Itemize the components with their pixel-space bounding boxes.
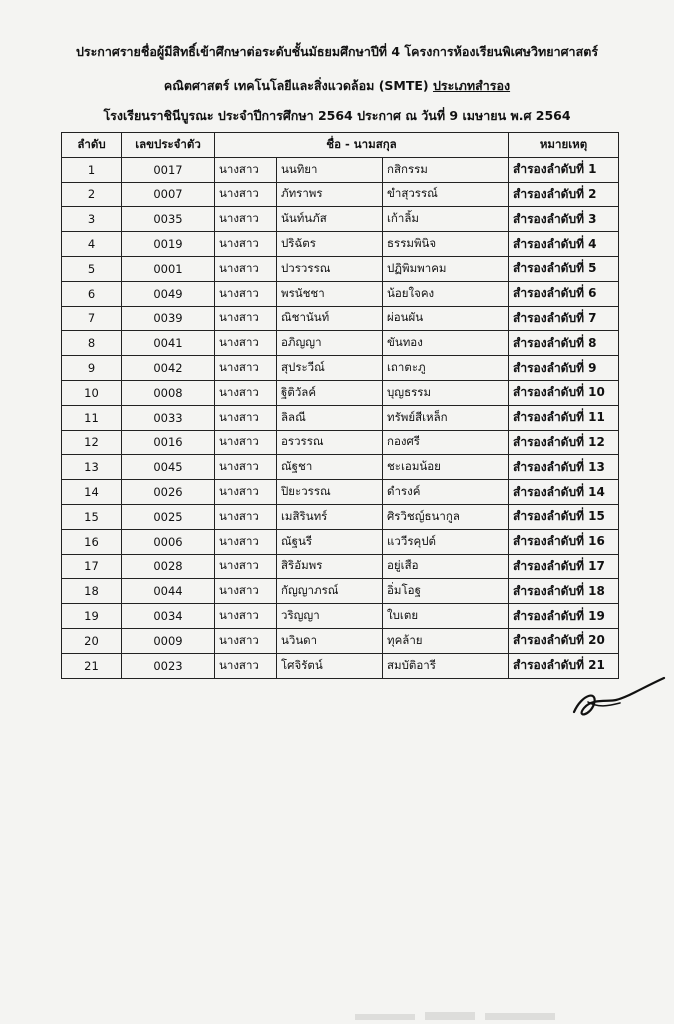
announcement-subtitle — [20, 76, 654, 96]
name-prefix: นางสาว — [215, 281, 277, 306]
last-name: อยู่เสือ — [383, 554, 509, 579]
table-row — [62, 604, 619, 629]
table-row — [62, 430, 619, 455]
row-number: 2 — [62, 182, 122, 207]
student-id: 0017 — [122, 157, 215, 182]
student-id: 0025 — [122, 504, 215, 529]
row-number: 16 — [62, 529, 122, 554]
reserve-note: สำรองลำดับที่ 13 — [509, 455, 619, 480]
last-name: อิ่มโอฐ — [383, 579, 509, 604]
header-no: ลำดับ — [62, 133, 122, 158]
name-prefix: นางสาว — [215, 480, 277, 505]
last-name: ธรรมพินิจ — [383, 232, 509, 257]
last-name: เถาตะภู — [383, 356, 509, 381]
row-number: 15 — [62, 504, 122, 529]
reserve-note: สำรองลำดับที่ 19 — [509, 604, 619, 629]
last-name: ใบเตย — [383, 604, 509, 629]
name-prefix: นางสาว — [215, 604, 277, 629]
table-row — [62, 232, 619, 257]
school-date-line: โรงเรียนราชินีบูรณะ ประจำปีการศึกษา 2564 ประกาศ ณ วันที่ 9 เมษายน พ.ศ 2564 — [103, 108, 571, 123]
student-id: 0044 — [122, 579, 215, 604]
name-prefix: นางสาว — [215, 380, 277, 405]
row-number: 9 — [62, 356, 122, 381]
name-prefix: นางสาว — [215, 256, 277, 281]
student-id: 0006 — [122, 529, 215, 554]
row-number: 11 — [62, 405, 122, 430]
last-name: ขันทอง — [383, 331, 509, 356]
reserve-note: สำรองลำดับที่ 12 — [509, 430, 619, 455]
row-number: 19 — [62, 604, 122, 629]
header-name: ชื่อ - นามสกุล — [215, 133, 509, 158]
first-name: ภัทราพร — [277, 182, 383, 207]
student-id: 0001 — [122, 256, 215, 281]
student-id: 0049 — [122, 281, 215, 306]
table-row — [62, 182, 619, 207]
last-name: เก้าลิ้ม — [383, 207, 509, 232]
first-name: นวินดา — [277, 628, 383, 653]
first-name: กัญญาภรณ์ — [277, 579, 383, 604]
header-note: หมายเหตุ — [509, 133, 619, 158]
reserve-note: สำรองลำดับที่ 15 — [509, 504, 619, 529]
name-prefix: นางสาว — [215, 554, 277, 579]
first-name: โศจิรัตน์ — [277, 653, 383, 678]
name-prefix: นางสาว — [215, 306, 277, 331]
name-prefix: นางสาว — [215, 504, 277, 529]
table-row — [62, 405, 619, 430]
last-name: แววีรคุปต์ — [383, 529, 509, 554]
first-name: สุประวีณ์ — [277, 356, 383, 381]
first-name: วริญญา — [277, 604, 383, 629]
first-name: ณิชานันท์ — [277, 306, 383, 331]
row-number: 12 — [62, 430, 122, 455]
table-row — [62, 207, 619, 232]
student-id: 0023 — [122, 653, 215, 678]
name-prefix: นางสาว — [215, 232, 277, 257]
table-header-row — [62, 133, 619, 158]
reserve-note: สำรองลำดับที่ 18 — [509, 579, 619, 604]
header-id: เลขประจำตัว — [122, 133, 215, 158]
table-row — [62, 157, 619, 182]
last-name: ศิรวิชญ์ธนากูล — [383, 504, 509, 529]
table-row — [62, 480, 619, 505]
table-row — [62, 331, 619, 356]
last-name: ชะเอมน้อย — [383, 455, 509, 480]
name-prefix: นางสาว — [215, 182, 277, 207]
student-id: 0041 — [122, 331, 215, 356]
last-name: กสิกรรม — [383, 157, 509, 182]
last-name: ผ่อนผัน — [383, 306, 509, 331]
last-name: บุญธรรม — [383, 380, 509, 405]
student-id: 0007 — [122, 182, 215, 207]
row-number: 3 — [62, 207, 122, 232]
student-id: 0009 — [122, 628, 215, 653]
row-number: 8 — [62, 331, 122, 356]
row-number: 14 — [62, 480, 122, 505]
table-row — [62, 579, 619, 604]
reserve-note: สำรองลำดับที่ 8 — [509, 331, 619, 356]
reserve-note: สำรองลำดับที่ 3 — [509, 207, 619, 232]
student-id: 0019 — [122, 232, 215, 257]
reserve-note: สำรองลำดับที่ 5 — [509, 256, 619, 281]
first-name: นันท์นภัส — [277, 207, 383, 232]
student-id: 0035 — [122, 207, 215, 232]
program-name: คณิตศาสตร์ เทคโนโลยีและสิ่งแวดล้อม (SMTE) — [163, 78, 433, 93]
row-number: 5 — [62, 256, 122, 281]
table-row — [62, 628, 619, 653]
table-row — [62, 256, 619, 281]
row-number: 18 — [62, 579, 122, 604]
reserve-note: สำรองลำดับที่ 2 — [509, 182, 619, 207]
first-name: พรนัชชา — [277, 281, 383, 306]
table-row — [62, 356, 619, 381]
student-id: 0045 — [122, 455, 215, 480]
reserve-note: สำรองลำดับที่ 7 — [509, 306, 619, 331]
reserve-note: สำรองลำดับที่ 21 — [509, 653, 619, 678]
student-id: 0028 — [122, 554, 215, 579]
first-name: ณัฐนรี — [277, 529, 383, 554]
announcement-title: ประกาศรายชื่อผู้มีสิทธิ์เข้าศึกษาต่อระดับชั้นมัธยมศึกษาปีที่ 4 โครงการห้องเรียนพิเศษวิทยาศาสตร์ — [75, 44, 599, 59]
table-row — [62, 281, 619, 306]
table-row — [62, 554, 619, 579]
last-name: ปฏิพิมพาคม — [383, 256, 509, 281]
first-name: สิริอัมพร — [277, 554, 383, 579]
name-prefix: นางสาว — [215, 157, 277, 182]
reserve-note: สำรองลำดับที่ 9 — [509, 356, 619, 381]
name-prefix: นางสาว — [215, 430, 277, 455]
name-prefix: นางสาว — [215, 331, 277, 356]
table-row — [62, 380, 619, 405]
name-prefix: นางสาว — [215, 455, 277, 480]
row-number: 4 — [62, 232, 122, 257]
last-name: กองศรี — [383, 430, 509, 455]
reserve-note: สำรองลำดับที่ 16 — [509, 529, 619, 554]
table-row — [62, 529, 619, 554]
name-prefix: นางสาว — [215, 405, 277, 430]
name-prefix: นางสาว — [215, 628, 277, 653]
first-name: ณัฐชา — [277, 455, 383, 480]
row-number: 13 — [62, 455, 122, 480]
student-id: 0034 — [122, 604, 215, 629]
reserve-note: สำรองลำดับที่ 17 — [509, 554, 619, 579]
reserve-note: สำรองลำดับที่ 4 — [509, 232, 619, 257]
name-prefix: นางสาว — [215, 207, 277, 232]
name-prefix: นางสาว — [215, 579, 277, 604]
student-id: 0042 — [122, 356, 215, 381]
reserve-note: สำรองลำดับที่ 1 — [509, 157, 619, 182]
first-name: ฐิติวัลค์ — [277, 380, 383, 405]
first-name: เมสิรินทร์ — [277, 504, 383, 529]
last-name: ทรัพย์สีเหล็ก — [383, 405, 509, 430]
first-name: ปริฉัตร — [277, 232, 383, 257]
first-name: อภิญญา — [277, 331, 383, 356]
name-prefix: นางสาว — [215, 529, 277, 554]
reserve-list-table — [61, 132, 619, 679]
reserve-note: สำรองลำดับที่ 6 — [509, 281, 619, 306]
name-prefix: นางสาว — [215, 356, 277, 381]
reserve-note: สำรองลำดับที่ 20 — [509, 628, 619, 653]
student-id: 0016 — [122, 430, 215, 455]
row-number: 6 — [62, 281, 122, 306]
row-number: 1 — [62, 157, 122, 182]
signature-icon — [568, 672, 668, 722]
student-id: 0039 — [122, 306, 215, 331]
table-row — [62, 653, 619, 678]
student-id: 0026 — [122, 480, 215, 505]
last-name: สมบัติอารี — [383, 653, 509, 678]
name-prefix: นางสาว — [215, 653, 277, 678]
reserve-note: สำรองลำดับที่ 14 — [509, 480, 619, 505]
first-name: ลิลณี — [277, 405, 383, 430]
bleed-through-mark — [355, 1008, 565, 1024]
category-label: ประเภทสำรอง — [432, 78, 511, 93]
row-number: 17 — [62, 554, 122, 579]
table-row — [62, 455, 619, 480]
table-row — [62, 306, 619, 331]
reserve-note: สำรองลำดับที่ 11 — [509, 405, 619, 430]
reserve-note: สำรองลำดับที่ 10 — [509, 380, 619, 405]
last-name: ทุคล้าย — [383, 628, 509, 653]
row-number: 10 — [62, 380, 122, 405]
first-name: ปิยะวรรณ — [277, 480, 383, 505]
row-number: 21 — [62, 653, 122, 678]
row-number: 7 — [62, 306, 122, 331]
last-name: ดำรงค์ — [383, 480, 509, 505]
student-id: 0033 — [122, 405, 215, 430]
last-name: น้อยใจคง — [383, 281, 509, 306]
table-row — [62, 504, 619, 529]
first-name: อรวรรณ — [277, 430, 383, 455]
first-name: ปวรวรรณ — [277, 256, 383, 281]
student-id: 0008 — [122, 380, 215, 405]
row-number: 20 — [62, 628, 122, 653]
first-name: นนทิยา — [277, 157, 383, 182]
last-name: ขำสุวรรณ์ — [383, 182, 509, 207]
